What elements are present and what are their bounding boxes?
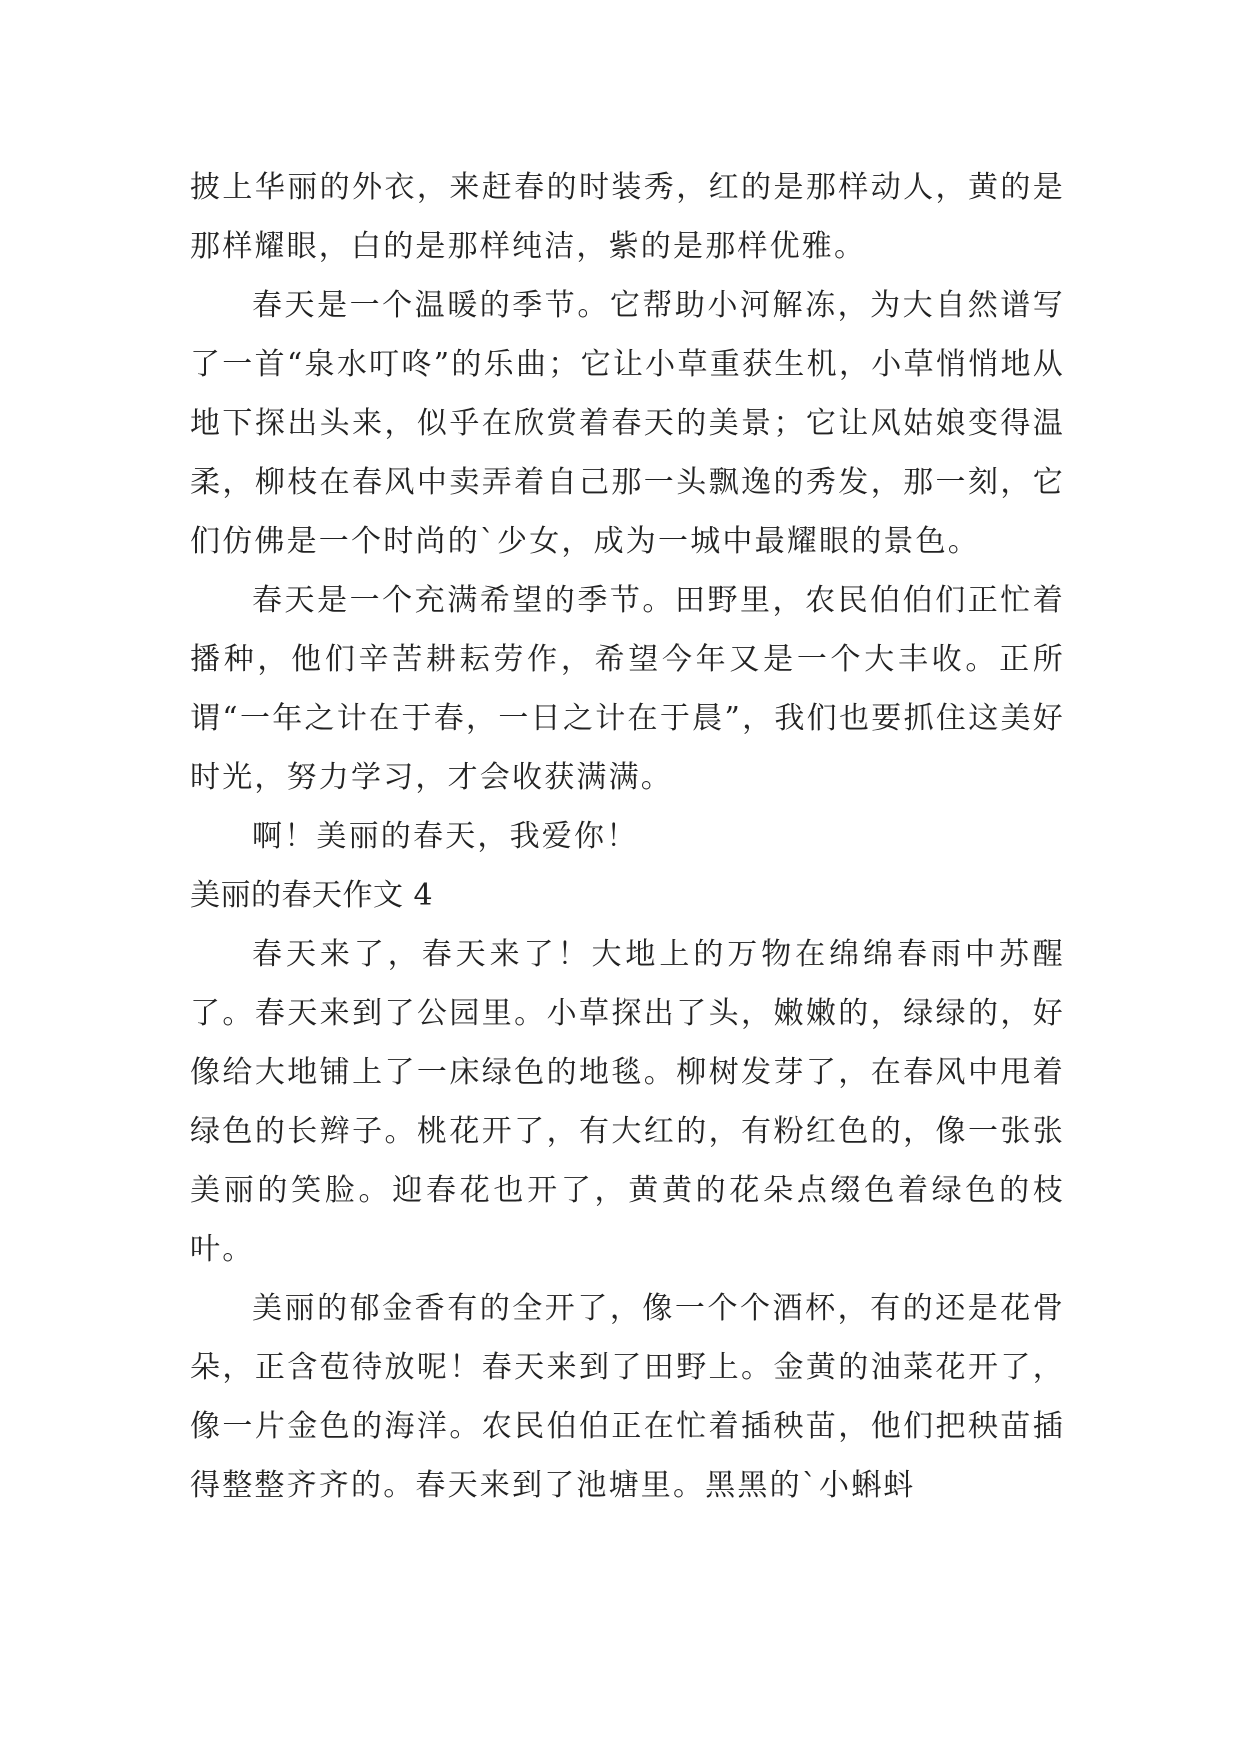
paragraph-exclamation: 啊！美丽的春天，我爱你！ <box>252 819 639 854</box>
section-paragraph-tulip: 美丽的郁金香有的全开了，像一个个酒杯，有的还是花骨朵，正含苞待放呢！春天来到了田野上。金黄的油菜花开了，像一片金色的海洋。农民伯伯正在忙着插秧苗，他们把秧苗插得整整齐齐的。春天来到了池塘里。黑黑的`小蝌蚪 <box>190 1291 1065 1503</box>
paragraph-hope-season: 春天是一个充满希望的季节。田野里，农民伯伯们正忙着播种，他们辛苦耕耘劳作，希望今年又是一个大丰收。正所谓“一年之计在于春，一日之计在于晨”，我们也要抓住这美好时光，努力学习，才会收获满满。 <box>190 583 1065 795</box>
paragraph-continued: 披上华丽的外衣，来赶春的时装秀，红的是那样动人，黄的是那样耀眼，白的是那样纯洁，紫的是那样优雅。 <box>190 170 1065 264</box>
section-paragraph-park: 春天来了，春天来了！大地上的万物在绵绵春雨中苏醒了。春天来到了公园里。小草探出了头，嫩嫩的，绿绿的，好像给大地铺上了一床绿色的地毯。柳树发芽了，在春风中甩着绿色的长辫子。桃花开了，有大红的，有粉红色的，像一张张美丽的笑脸。迎春花也开了，黄黄的花朵点缀色着绿色的枝叶。 <box>190 937 1065 1267</box>
section-title: 美丽的春天作文 4 <box>190 878 434 913</box>
paragraph-warm-season: 春天是一个温暖的季节。它帮助小河解冻，为大自然谱写了一首“泉水叮咚”的乐曲；它让小草重获生机，小草悄悄地从地下探出头来，似乎在欣赏着春天的美景；它让风姑娘变得温柔，柳枝在春风中卖弄着自己那一头飘逸的秀发，那一刻，它们仿佛是一个时尚的`少女，成为一城中最耀眼的景色。 <box>190 288 1065 559</box>
document-body <box>190 158 1065 1515</box>
